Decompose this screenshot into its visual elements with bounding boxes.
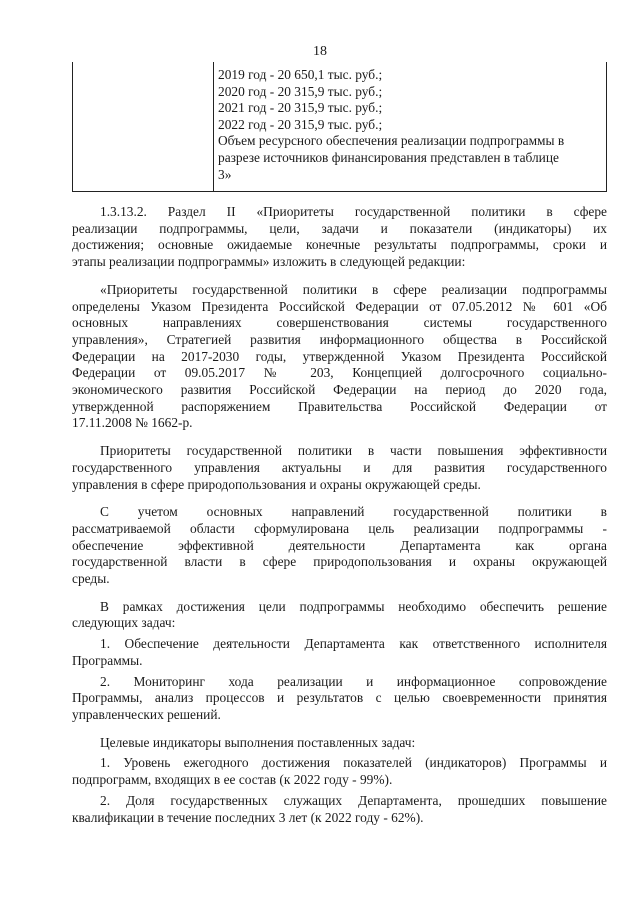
table-line: 2022 год - 20 315,9 тыс. руб.; <box>218 116 383 132</box>
paragraph-line: С учетом основных направлений государственной политики в <box>100 504 607 520</box>
paragraph <box>72 674 607 724</box>
paragraph-line: 2. Мониторинг хода реализации и информационное сопровождение <box>100 673 607 689</box>
paragraph-line: утвержденной распоряжением Правительства Российской Федерации от <box>72 398 607 414</box>
table-fragment <box>72 62 607 192</box>
paragraph-line: этапы реализации подпрограммы» изложить в следующей редакции: <box>72 254 466 270</box>
paragraph-line: 17.11.2008 № 1662-р. <box>72 415 193 431</box>
paragraph-line: обеспечение эффективной деятельности Департамента как органа <box>72 537 607 553</box>
table-line: Объем ресурсного обеспечения реализации подпрограммы в <box>218 133 565 149</box>
paragraph <box>72 636 607 669</box>
paragraph-line: реализации подпрограммы, цели, задачи и показатели (индикаторы) их <box>72 220 607 236</box>
paragraph-line: 1. Уровень ежегодного достижения показателей (индикаторов) Программы и <box>100 755 607 771</box>
paragraph-line: В рамках достижения цели подпрограммы необходимо обеспечить решение <box>100 598 607 614</box>
paragraph-line: Федерации от 09.05.2017 № 203, Концепцией долгосрочного социально- <box>72 365 607 381</box>
table-line: 2020 год - 20 315,9 тыс. руб.; <box>218 83 383 99</box>
paragraph-line: следующих задач: <box>72 615 176 631</box>
paragraph-line: Целевые индикаторы выполнения поставленных задач: <box>100 734 416 750</box>
paragraph-line: управленческих решений. <box>72 706 221 722</box>
table-line: 2021 год - 20 315,9 тыс. руб.; <box>218 100 383 116</box>
table-line: 3» <box>218 166 232 182</box>
paragraph <box>72 204 607 271</box>
paragraph <box>72 282 607 432</box>
paragraph-line: государственной власти в сфере природопользования и охраны окружающей <box>72 554 607 570</box>
paragraph-line: рассматриваемой области сформулирована цель реализации подпрограммы - <box>72 520 607 536</box>
table-line: 2019 год - 20 650,1 тыс. руб.; <box>218 67 383 82</box>
paragraph-line: управления в сфере природопользования и охраны окружающей среды. <box>72 476 481 492</box>
paragraph <box>72 755 607 788</box>
table-line: разрезе источников финансирования представлен в таблице <box>218 149 559 165</box>
document-body <box>72 204 607 837</box>
paragraph-line: среды. <box>72 571 110 587</box>
paragraph-line: Приоритеты государственной политики в части повышения эффективности <box>100 443 607 459</box>
paragraph-line: подпрограмм, входящих в ее состав (к 2022 году - 99%). <box>72 772 393 788</box>
paragraph-line: управления», Стратегией развития информационного общества в Российской <box>72 331 607 347</box>
paragraph-line: Программы. <box>72 652 143 668</box>
paragraph <box>72 504 607 588</box>
table-cell-funding <box>218 67 600 183</box>
table-column-divider <box>213 62 214 191</box>
page-number: 18 <box>313 44 327 59</box>
paragraph-line: государственного управления актуальны и для развития государственного <box>72 459 607 475</box>
paragraph-line: определены Указом Президента Российской Федерации от 07.05.2012 № 601 «Об <box>72 298 607 314</box>
paragraph-line: квалификации в течение последних 3 лет (к 2022 году - 62%). <box>72 809 424 825</box>
paragraph-line: 1. Обеспечение деятельности Департамента как ответственного исполнителя <box>100 636 607 652</box>
paragraph-line: Федерации на 2017-2030 годы, утвержденной Указом Президента Российской <box>72 348 607 364</box>
paragraph-line: экономического развития Российской Федерации на период до 2020 года, <box>72 382 607 398</box>
paragraph <box>72 793 607 826</box>
paragraph <box>72 443 607 493</box>
paragraph <box>72 599 607 632</box>
paragraph <box>72 735 607 752</box>
paragraph-line: основных направлениях совершенствования системы государственного <box>72 315 607 331</box>
paragraph-line: 1.3.13.2. Раздел II «Приоритеты государственной политики в сфере <box>100 204 607 219</box>
paragraph-line: 2. Доля государственных служащих Департамента, прошедших повышение <box>100 792 607 808</box>
paragraph-line: Программы, анализ процессов и результатов с целью своевременности принятия <box>72 690 607 706</box>
paragraph-line: достижения; основные ожидаемые конечные результаты подпрограммы, сроки и <box>72 237 607 253</box>
paragraph-line: «Приоритеты государственной политики в сфере реализации подпрограммы <box>100 281 607 297</box>
